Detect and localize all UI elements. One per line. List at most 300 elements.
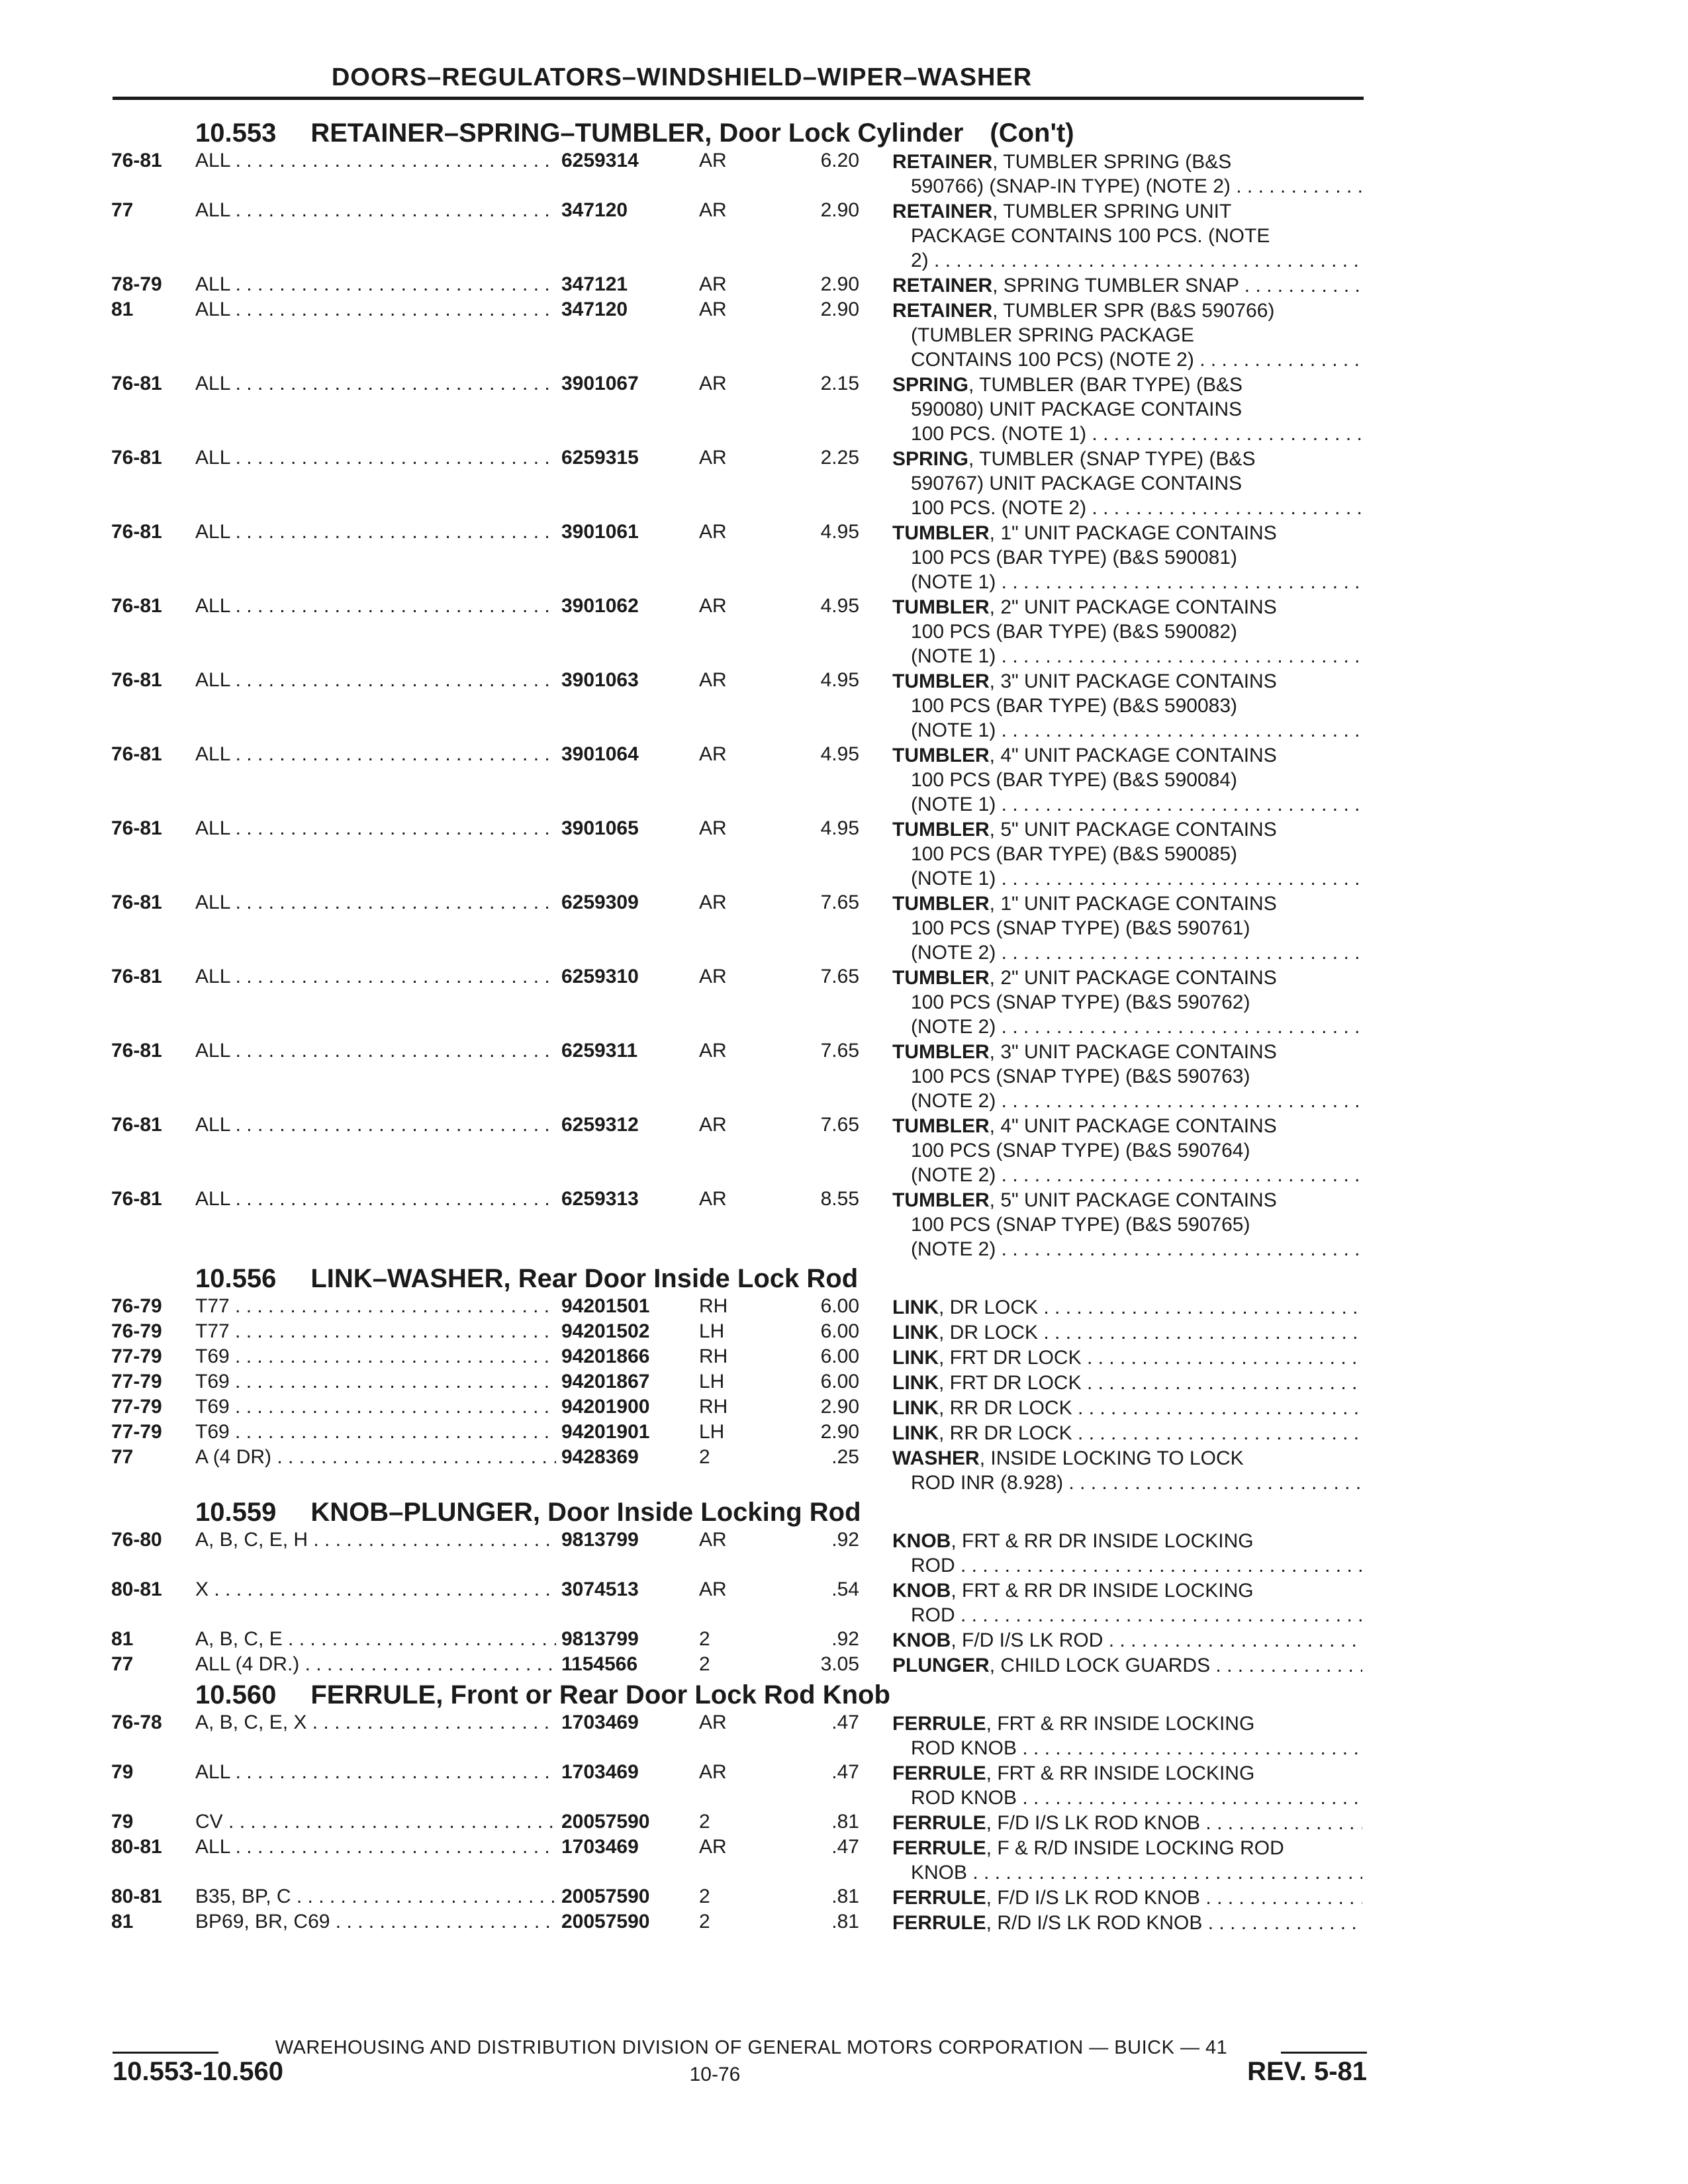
description-text: , R/D I/S LK ROD KNOB <box>986 1912 1203 1934</box>
list-price: 2.15 <box>820 373 859 394</box>
description-text: , 2" UNIT PACKAGE CONTAINS <box>989 967 1277 989</box>
list-price: .92 <box>831 1529 859 1551</box>
part-number: 9813799 <box>556 1628 806 1651</box>
quantity: AR <box>699 1529 727 1551</box>
list-price: .92 <box>831 1628 859 1650</box>
model-applicability: T69 . . . <box>195 1421 563 1443</box>
model-applicability: T69 . . . <box>195 1345 563 1368</box>
part-row <box>111 1040 1369 1114</box>
model-years: 76-79 <box>111 1320 162 1342</box>
part-row <box>111 1295 1369 1320</box>
quantity: RH <box>699 1345 728 1367</box>
quantity: RH <box>699 1295 728 1317</box>
part-row <box>111 1911 1369 1936</box>
description-text: (NOTE 1) <box>911 794 996 815</box>
part-description <box>892 1911 1362 1935</box>
model-years: 79 <box>111 1811 134 1833</box>
quantity: AR <box>699 1761 727 1783</box>
part-number: 94201867 <box>556 1371 806 1393</box>
description-text: , DR LOCK <box>939 1297 1039 1318</box>
model-applicability: ALL . . . <box>195 743 563 766</box>
section-title: FERRULE, Front or Rear Door Lock Rod Knob <box>310 1680 890 1709</box>
description-line <box>892 1320 1362 1345</box>
description-line <box>892 496 1362 520</box>
list-price: .81 <box>831 1911 859 1933</box>
model-applicability: ALL . . . <box>195 1836 563 1858</box>
part-description <box>892 1811 1362 1835</box>
description-text: , F & R/D INSIDE LOCKING ROD <box>986 1837 1284 1859</box>
model-years: 81 <box>111 1911 134 1933</box>
description-line <box>892 1237 1362 1261</box>
footer-page-number: 10-76 <box>689 2064 741 2085</box>
description-text: , 5" UNIT PACKAGE CONTAINS <box>989 1189 1277 1211</box>
description-name: LINK <box>892 1297 939 1318</box>
part-description <box>892 1421 1362 1445</box>
list-price: 3.05 <box>820 1653 859 1675</box>
description-name: LINK <box>892 1322 939 1343</box>
description-line <box>892 224 1362 248</box>
part-number: 6259311 <box>556 1040 806 1062</box>
part-description <box>892 199 1362 273</box>
footer-range: 10.553-10.560 <box>113 2057 284 2086</box>
description-text: , FRT DR LOCK <box>939 1347 1082 1369</box>
model-applicability: ALL . . . <box>195 199 563 222</box>
part-row <box>111 1653 1369 1678</box>
list-price: 7.65 <box>820 1114 859 1136</box>
model-applicability: ALL . . . <box>195 595 563 617</box>
description-text: (NOTE 1) <box>911 571 996 593</box>
part-row <box>111 595 1369 669</box>
description-text: (NOTE 1) <box>911 719 996 741</box>
description-text: , F/D I/S LK ROD <box>951 1629 1103 1651</box>
part-number: 6259312 <box>556 1114 806 1136</box>
part-number: 94201501 <box>556 1295 806 1318</box>
description-text: , FRT & RR DR INSIDE LOCKING <box>951 1530 1254 1552</box>
model-applicability: T77 . . . <box>195 1295 563 1318</box>
description-name: FERRULE <box>892 1762 986 1784</box>
model-applicability: ALL . . . <box>195 1114 563 1136</box>
model-years: 76-81 <box>111 521 162 543</box>
model-years: 76-81 <box>111 373 162 394</box>
part-number: 3901064 <box>556 743 806 766</box>
description-name: LINK <box>892 1347 939 1369</box>
description-line <box>892 1886 1362 1910</box>
part-number: 3901062 <box>556 595 806 617</box>
part-description <box>892 1711 1362 1760</box>
description-line <box>892 743 1362 768</box>
description-text: , DR LOCK <box>939 1322 1039 1343</box>
description-line <box>892 1860 1362 1885</box>
part-description <box>892 298 1362 372</box>
quantity: AR <box>699 1836 727 1858</box>
description-line <box>892 1578 1362 1603</box>
list-price: 7.65 <box>820 966 859 987</box>
description-text: , RR DR LOCK <box>939 1422 1072 1444</box>
description-line <box>892 422 1362 446</box>
part-row <box>111 1345 1369 1371</box>
model-years: 76-81 <box>111 595 162 617</box>
part-number: 6259309 <box>556 891 806 914</box>
quantity: AR <box>699 595 727 617</box>
part-number: 9428369 <box>556 1446 806 1469</box>
section-number: 10.556 <box>195 1264 277 1293</box>
model-applicability: ALL . . . <box>195 817 563 840</box>
part-description <box>892 1040 1362 1113</box>
list-price: 4.95 <box>820 817 859 839</box>
model-years: 76-78 <box>111 1711 162 1733</box>
description-text: (NOTE 2) <box>911 1238 996 1260</box>
description-line <box>892 595 1362 619</box>
part-row <box>111 150 1369 199</box>
model-applicability: CV . . . <box>195 1811 563 1833</box>
list-price: .47 <box>831 1761 859 1783</box>
list-price: .54 <box>831 1578 859 1600</box>
quantity: AR <box>699 1188 727 1210</box>
part-row <box>111 1421 1369 1446</box>
part-number: 94201901 <box>556 1421 806 1443</box>
model-years: 76-81 <box>111 1188 162 1210</box>
list-price: 6.00 <box>820 1295 859 1317</box>
section-continued-label: (Con't) <box>990 118 1074 148</box>
description-line <box>892 1396 1362 1420</box>
model-years: 76-81 <box>111 817 162 839</box>
model-applicability: ALL . . . <box>195 298 563 321</box>
part-number: 1703469 <box>556 1836 806 1858</box>
quantity: AR <box>699 447 727 469</box>
description-line <box>892 817 1362 842</box>
list-price: 8.55 <box>820 1188 859 1210</box>
description-name: FERRULE <box>892 1887 986 1909</box>
part-number: 6259315 <box>556 447 806 469</box>
description-line <box>892 1836 1362 1860</box>
model-years: 80-81 <box>111 1836 162 1858</box>
quantity: RH <box>699 1396 728 1418</box>
description-line <box>892 150 1362 174</box>
list-price: 6.00 <box>820 1345 859 1367</box>
description-line <box>892 521 1362 545</box>
part-description <box>892 1371 1362 1395</box>
description-name: KNOB <box>892 1629 951 1651</box>
list-price: 4.95 <box>820 521 859 543</box>
description-line <box>892 1711 1362 1736</box>
model-applicability: A, B, C, E, H . . . <box>195 1529 563 1551</box>
quantity: LH <box>699 1421 725 1443</box>
quantity: AR <box>699 669 727 691</box>
section-heading <box>111 1678 1369 1711</box>
description-line <box>892 1040 1362 1064</box>
description-line <box>892 1529 1362 1553</box>
description-text: 100 PCS (BAR TYPE) (B&S 590084) <box>911 769 1238 791</box>
description-text: , FRT & RR DR INSIDE LOCKING <box>951 1580 1254 1602</box>
quantity: AR <box>699 1711 727 1733</box>
list-price: .81 <box>831 1886 859 1907</box>
part-row <box>111 817 1369 891</box>
description-line <box>892 916 1362 940</box>
list-price: 7.65 <box>820 1040 859 1062</box>
part-row <box>111 1446 1369 1496</box>
description-name: RETAINER <box>892 300 993 322</box>
description-text: (NOTE 1) <box>911 868 996 889</box>
section-number: 10.559 <box>195 1498 277 1527</box>
description-name: FERRULE <box>892 1713 986 1735</box>
quantity: 2 <box>699 1446 710 1468</box>
description-text: 100 PCS (SNAP TYPE) (B&S 590761) <box>911 917 1250 939</box>
description-text: , FRT & RR INSIDE LOCKING <box>986 1762 1255 1784</box>
footer-revision: REV. 5-81 <box>1247 2057 1367 2086</box>
model-applicability: ALL . . . <box>195 1761 563 1784</box>
description-line <box>892 1371 1362 1395</box>
description-text: 590766) (SNAP-IN TYPE) (NOTE 2) <box>911 175 1231 197</box>
section-title: LINK–WASHER, Rear Door Inside Lock Rod <box>310 1264 859 1293</box>
description-text: , 1" UNIT PACKAGE CONTAINS <box>989 522 1277 544</box>
part-description <box>892 743 1362 817</box>
quantity: 2 <box>699 1628 710 1650</box>
section-title: RETAINER–SPRING–TUMBLER, Door Lock Cylinder <box>310 118 964 148</box>
list-price: .25 <box>831 1446 859 1468</box>
page-title: DOORS–REGULATORS–WINDSHIELD–WIPER–WASHER <box>331 64 1033 91</box>
part-row <box>111 521 1369 595</box>
part-description <box>892 1886 1362 1910</box>
description-text: 100 PCS (BAR TYPE) (B&S 590083) <box>911 695 1238 717</box>
description-name: SPRING <box>892 374 969 396</box>
description-line <box>892 174 1362 199</box>
description-text: 100 PCS (BAR TYPE) (B&S 590082) <box>911 621 1238 643</box>
section-number: 10.553 <box>195 118 277 148</box>
model-applicability: ALL . . . <box>195 669 563 692</box>
list-price: .81 <box>831 1811 859 1833</box>
description-text: , TUMBLER (BAR TYPE) (B&S <box>968 374 1243 396</box>
description-text: ROD KNOB <box>911 1787 1017 1809</box>
part-number: 3901061 <box>556 521 806 543</box>
description-line <box>892 718 1362 743</box>
section-title: KNOB–PLUNGER, Door Inside Locking Rod <box>310 1498 861 1527</box>
description-text: (NOTE 1) <box>911 645 996 667</box>
description-line <box>892 1212 1362 1237</box>
model-years: 76-81 <box>111 447 162 469</box>
quantity: AR <box>699 966 727 987</box>
description-name: KNOB <box>892 1530 951 1552</box>
description-name: LINK <box>892 1397 939 1419</box>
description-line <box>892 1295 1362 1320</box>
model-years: 77-79 <box>111 1345 162 1367</box>
model-years: 76-81 <box>111 891 162 913</box>
description-text: 100 PCS. (NOTE 2) <box>911 497 1087 519</box>
description-name: WASHER <box>892 1447 980 1469</box>
part-description <box>892 1653 1362 1678</box>
model-applicability: ALL . . . <box>195 150 563 172</box>
part-row <box>111 1371 1369 1396</box>
part-row <box>111 273 1369 298</box>
description-name: TUMBLER <box>892 522 990 544</box>
description-name: TUMBLER <box>892 893 990 915</box>
part-description <box>892 817 1362 891</box>
description-text: , 4" UNIT PACKAGE CONTAINS <box>989 1115 1277 1137</box>
part-row <box>111 373 1369 447</box>
part-description <box>892 966 1362 1039</box>
quantity: AR <box>699 373 727 394</box>
description-text: (TUMBLER SPRING PACKAGE <box>911 324 1194 346</box>
quantity: LH <box>699 1320 725 1342</box>
part-number: 6259310 <box>556 966 806 988</box>
list-price: 2.90 <box>820 273 859 295</box>
description-line <box>892 619 1362 644</box>
model-years: 77-79 <box>111 1396 162 1418</box>
description-line <box>892 669 1362 694</box>
part-description <box>892 1345 1362 1370</box>
part-number: 6259314 <box>556 150 806 172</box>
description-text: 100 PCS (SNAP TYPE) (B&S 590763) <box>911 1066 1250 1087</box>
description-name: TUMBLER <box>892 819 990 841</box>
model-applicability: A, B, C, E . . . <box>195 1628 563 1651</box>
description-line <box>892 447 1362 471</box>
model-applicability: A, B, C, E, X . . . <box>195 1711 563 1734</box>
description-line <box>892 1911 1362 1935</box>
description-line <box>892 1786 1362 1810</box>
list-price: 4.95 <box>820 743 859 765</box>
part-row <box>111 1628 1369 1653</box>
model-applicability: T69 . . . <box>195 1396 563 1418</box>
part-description <box>892 891 1362 965</box>
list-price: 6.00 <box>820 1371 859 1392</box>
part-description <box>892 1446 1362 1495</box>
model-applicability: B35, BP, C . . . <box>195 1886 563 1908</box>
part-row <box>111 1836 1369 1886</box>
description-line <box>892 1761 1362 1786</box>
part-row <box>111 1529 1369 1578</box>
description-text: 100 PCS (BAR TYPE) (B&S 590081) <box>911 547 1238 569</box>
description-text: , TUMBLER SPR (B&S 590766) <box>992 300 1275 322</box>
part-number: 20057590 <box>556 1911 806 1933</box>
part-number: 9813799 <box>556 1529 806 1551</box>
description-name: TUMBLER <box>892 1041 990 1063</box>
description-line <box>892 768 1362 792</box>
description-line <box>892 248 1362 273</box>
description-text: , INSIDE LOCKING TO LOCK <box>979 1447 1244 1469</box>
description-line <box>892 792 1362 817</box>
part-row <box>111 447 1369 521</box>
part-row <box>111 669 1369 743</box>
description-line <box>892 1089 1362 1113</box>
list-price: 6.00 <box>820 1320 859 1342</box>
part-number: 94201502 <box>556 1320 806 1343</box>
list-price: 7.65 <box>820 891 859 913</box>
quantity: AR <box>699 298 727 320</box>
list-price: .47 <box>831 1711 859 1733</box>
model-years: 76-81 <box>111 1040 162 1062</box>
quantity: 2 <box>699 1653 710 1675</box>
description-text: , SPRING TUMBLER SNAP <box>992 275 1239 296</box>
description-line <box>892 397 1362 422</box>
quantity: AR <box>699 743 727 765</box>
description-text: , TUMBLER SPRING UNIT <box>992 201 1232 222</box>
model-applicability: ALL . . . <box>195 966 563 988</box>
model-applicability: A (4 DR) . . . <box>195 1446 563 1469</box>
description-text: , 3" UNIT PACKAGE CONTAINS <box>989 1041 1277 1063</box>
description-name: TUMBLER <box>892 1189 990 1211</box>
description-line <box>892 298 1362 323</box>
description-text: 590080) UNIT PACKAGE CONTAINS <box>911 398 1243 420</box>
part-description <box>892 1761 1362 1810</box>
footer-rule-right <box>1281 2052 1367 2054</box>
description-text: , 2" UNIT PACKAGE CONTAINS <box>989 596 1277 618</box>
part-row <box>111 199 1369 273</box>
section-number: 10.560 <box>195 1680 277 1709</box>
description-line <box>892 1736 1362 1760</box>
quantity: 2 <box>699 1811 710 1833</box>
list-price: 6.20 <box>820 150 859 171</box>
description-name: LINK <box>892 1422 939 1444</box>
description-text: , CHILD LOCK GUARDS <box>989 1655 1211 1676</box>
model-years: 80-81 <box>111 1578 162 1600</box>
model-years: 77 <box>111 1653 134 1675</box>
description-line <box>892 323 1362 347</box>
part-row <box>111 298 1369 373</box>
list-price: 2.90 <box>820 1421 859 1443</box>
description-line <box>892 891 1362 916</box>
section-heading <box>111 1496 1369 1529</box>
part-description <box>892 1578 1362 1627</box>
description-name: TUMBLER <box>892 596 990 618</box>
list-price: 2.90 <box>820 1396 859 1418</box>
description-line <box>892 1653 1362 1678</box>
model-applicability: ALL . . . <box>195 273 563 296</box>
description-text: 100 PCS (SNAP TYPE) (B&S 590765) <box>911 1214 1250 1236</box>
description-name: SPRING <box>892 448 969 470</box>
part-row <box>111 1761 1369 1811</box>
part-description <box>892 447 1362 520</box>
model-applicability: T77 . . . <box>195 1320 563 1343</box>
description-line <box>892 1345 1362 1370</box>
part-number: 94201866 <box>556 1345 806 1368</box>
quantity: LH <box>699 1371 725 1392</box>
part-number: 3074513 <box>556 1578 806 1601</box>
description-name: PLUNGER <box>892 1655 990 1676</box>
model-years: 76-81 <box>111 966 162 987</box>
part-description <box>892 1396 1362 1420</box>
description-text: 590767) UNIT PACKAGE CONTAINS <box>911 473 1243 494</box>
part-number: 1154566 <box>556 1653 806 1676</box>
model-applicability: ALL . . . <box>195 447 563 469</box>
quantity: AR <box>699 150 727 171</box>
part-number: 347120 <box>556 298 806 321</box>
part-number: 1703469 <box>556 1711 806 1734</box>
description-line <box>892 545 1362 570</box>
model-applicability: X . . . <box>195 1578 563 1601</box>
description-text: KNOB <box>911 1862 968 1884</box>
model-years: 76-81 <box>111 669 162 691</box>
description-text: ROD INR (8.928) <box>911 1472 1064 1494</box>
description-line <box>892 1064 1362 1089</box>
part-number: 347121 <box>556 273 806 296</box>
description-line <box>892 842 1362 866</box>
description-text: 100 PCS (SNAP TYPE) (B&S 590762) <box>911 991 1250 1013</box>
quantity: AR <box>699 273 727 295</box>
model-applicability: ALL . . . <box>195 1188 563 1210</box>
quantity: AR <box>699 817 727 839</box>
description-line <box>892 570 1362 594</box>
description-text: , F/D I/S LK ROD KNOB <box>986 1812 1201 1834</box>
part-description <box>892 521 1362 594</box>
part-description <box>892 373 1362 446</box>
description-line <box>892 1446 1362 1471</box>
list-price: .47 <box>831 1836 859 1858</box>
description-text: , FRT DR LOCK <box>939 1372 1082 1394</box>
description-text: (NOTE 2) <box>911 1016 996 1038</box>
part-number: 3901065 <box>556 817 806 840</box>
model-years: 81 <box>111 298 134 320</box>
part-number: 20057590 <box>556 1886 806 1908</box>
part-description <box>892 1188 1362 1261</box>
